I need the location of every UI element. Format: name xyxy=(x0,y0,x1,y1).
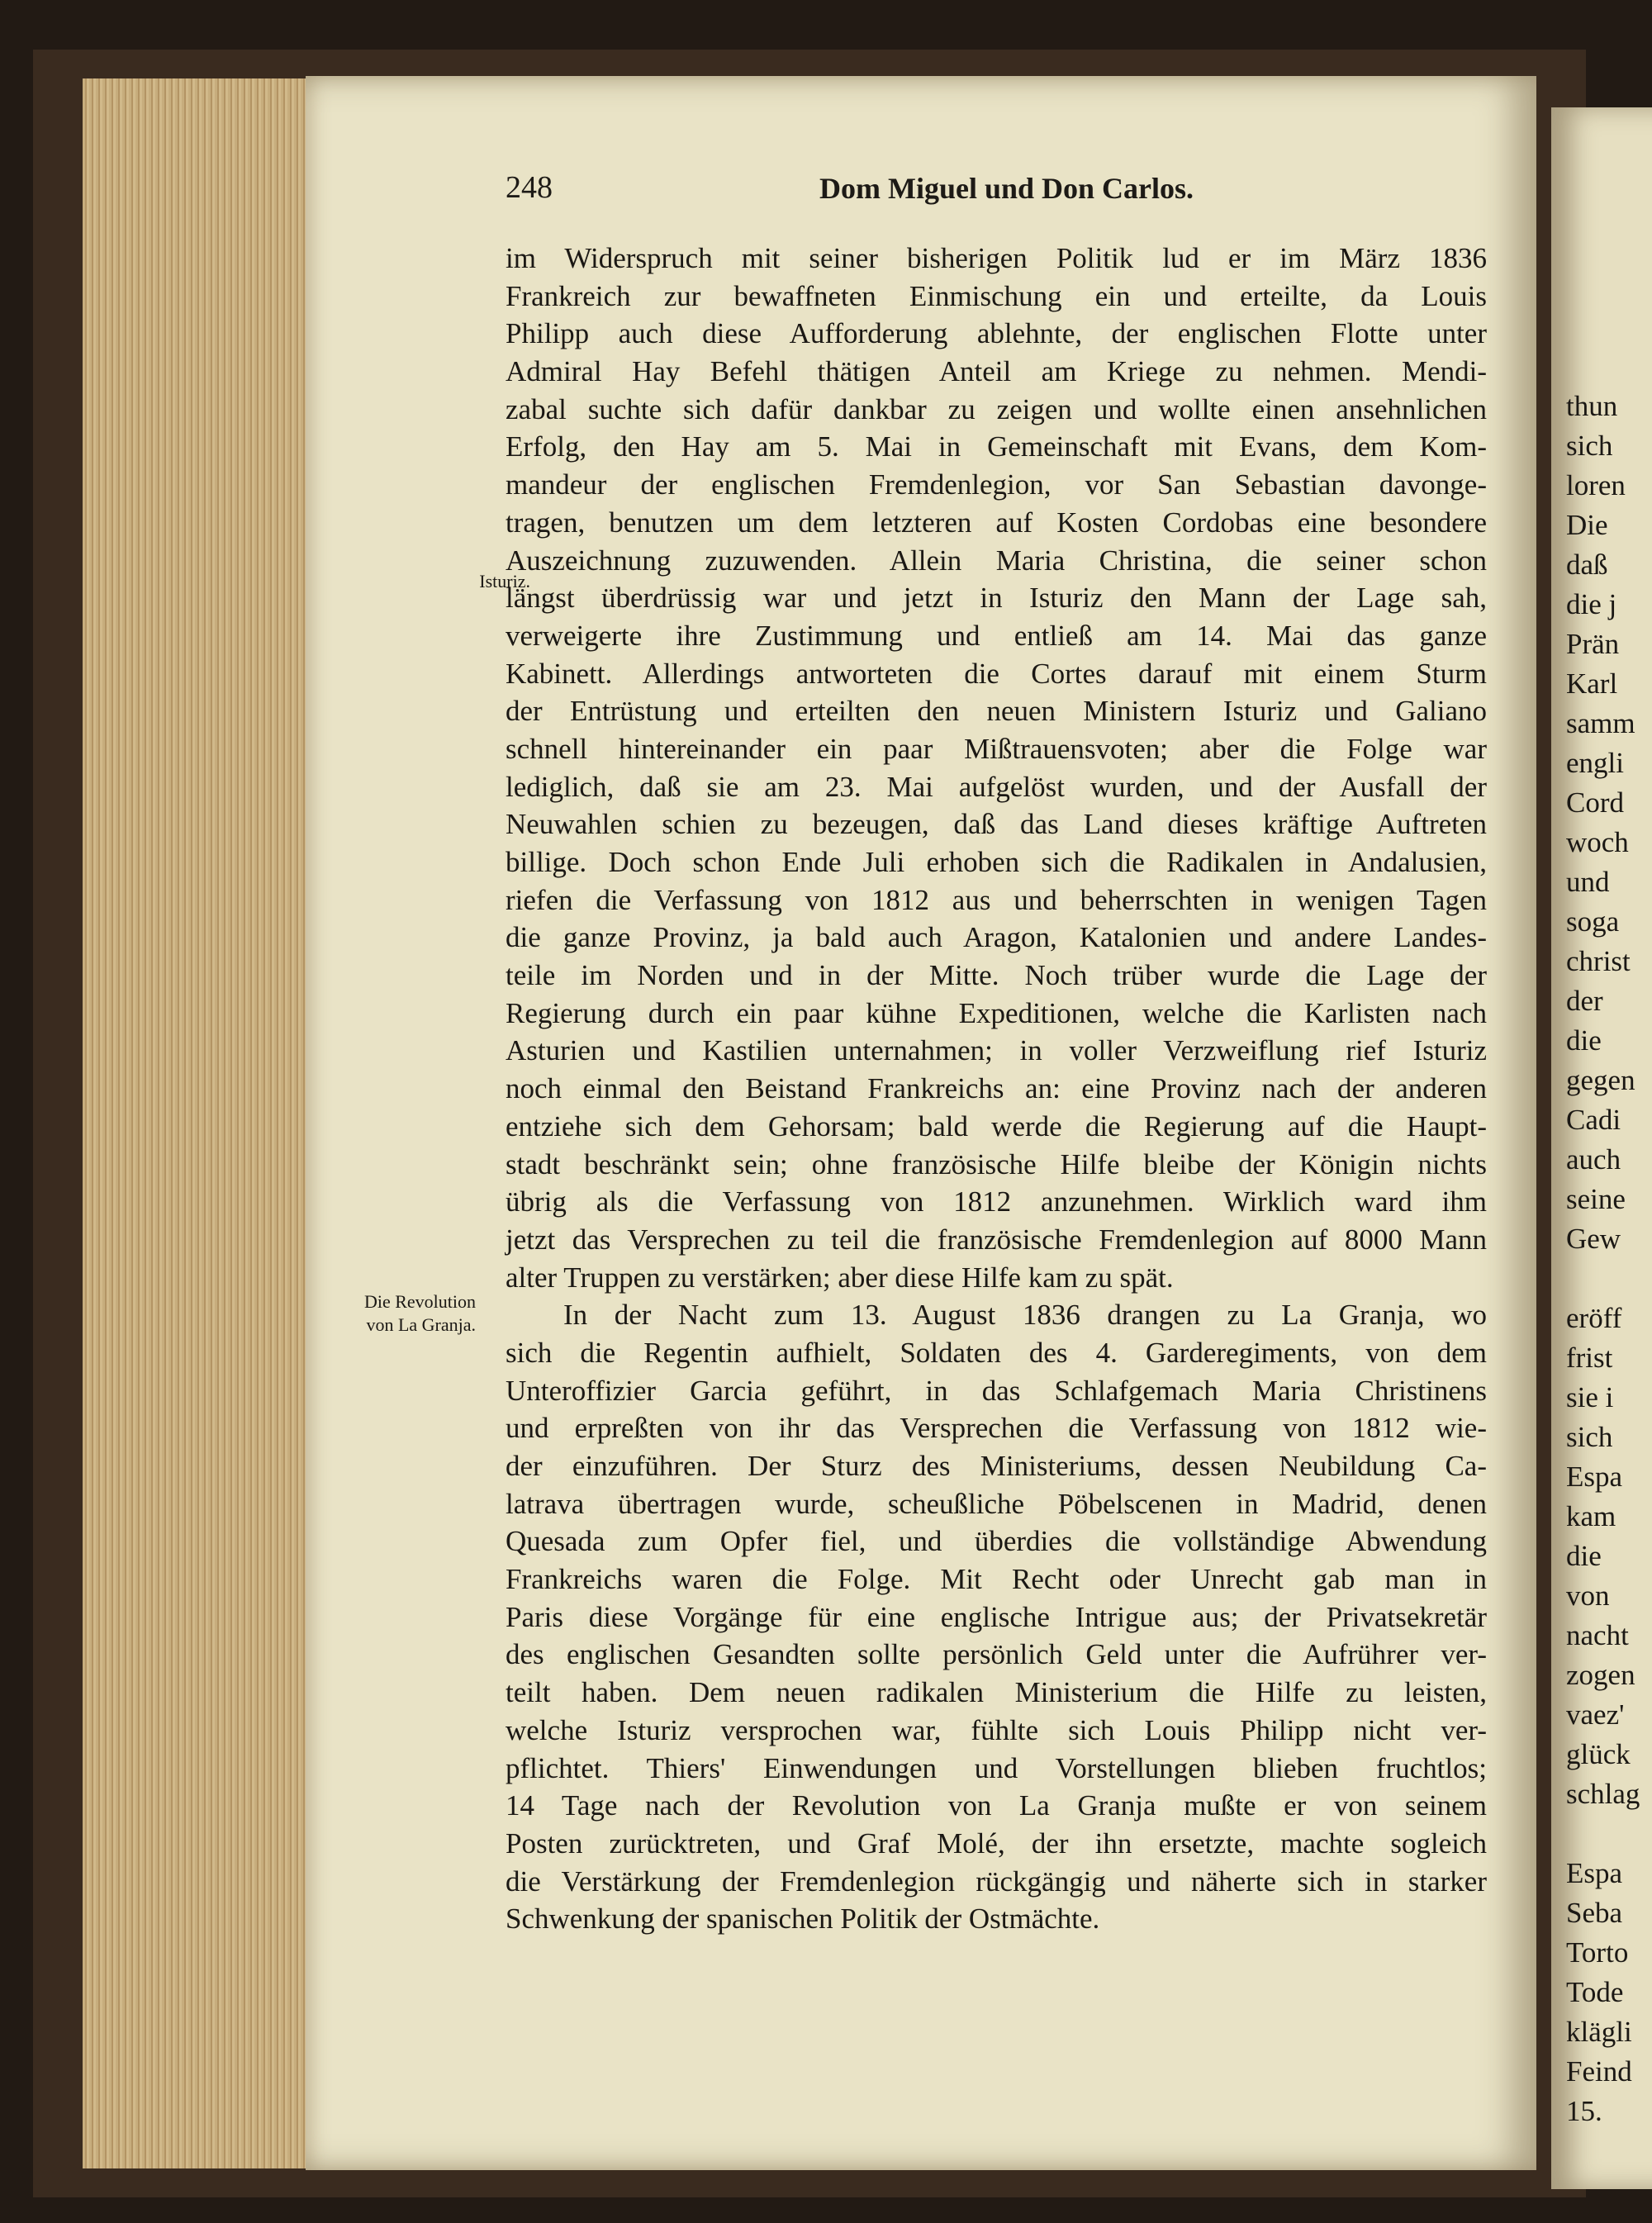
right-page-line: loren xyxy=(1566,469,1626,501)
right-page-line: 15. xyxy=(1566,2095,1602,2127)
text-line: Regierung durch ein paar kühne Expeditionen, welche die Karlisten nach xyxy=(506,996,1487,1029)
body-text xyxy=(506,240,1487,1938)
right-page-line xyxy=(1566,1814,1640,1854)
text-line: jetzt das Versprechen zu teil die französische Fremdenlegion auf 8000 Mann xyxy=(506,1223,1487,1256)
right-page-line: Gew xyxy=(1566,1223,1621,1255)
right-page-line: sie i xyxy=(1566,1381,1614,1413)
text-line: die Verstärkung der Fremdenlegion rückgängig und näherte sich in starker xyxy=(506,1864,1487,1898)
text-line: Neuwahlen schien zu bezeugen, daß das Land dieses kräftige Auftreten xyxy=(506,808,1487,841)
text-line: tragen, benutzen um dem letzteren auf Kosten Cordobas eine besondere xyxy=(506,506,1487,539)
text-line: 14 Tage nach der Revolution von La Granja mußte er von seinem xyxy=(506,1789,1487,1822)
text-line: mandeur der englischen Fremdenlegion, vor San Sebastian davonge- xyxy=(506,468,1487,501)
right-page-line: klägli xyxy=(1566,2016,1632,2048)
text-line: Auszeichnung zuzuwenden. Allein Maria Christina, die seiner schon xyxy=(506,544,1487,577)
right-page-line: die xyxy=(1566,1540,1602,1572)
text-line: verweigerte ihre Zustimmung und entließ am 14. Mai das ganze xyxy=(506,619,1487,652)
right-page-line: woch xyxy=(1566,826,1629,858)
text-line: übrig als die Verfassung von 1812 anzunehmen. Wirklich ward ihm xyxy=(506,1185,1487,1218)
right-page-line: die j xyxy=(1566,588,1617,620)
right-page-line: sich xyxy=(1566,430,1613,462)
right-page-line: gegen xyxy=(1566,1064,1635,1096)
text-line: längst überdrüssig war und jetzt in Isturiz den Mann der Lage sah, xyxy=(506,582,1487,615)
text-line: Paris diese Vorgänge für eine englische Intrigue aus; der Privatsekretär xyxy=(506,1600,1487,1633)
text-line: im Widerspruch mit seiner bisherigen Politik lud er im März 1836 xyxy=(506,242,1487,274)
text-line: Quesada zum Opfer fiel, und überdies die vollständige Abwendung xyxy=(506,1525,1487,1558)
text-line: Kabinett. Allerdings antworteten die Cortes darauf mit einem Sturm xyxy=(506,657,1487,690)
right-page-line: vaez' xyxy=(1566,1698,1625,1731)
text-line: teilt haben. Dem neuen radikalen Ministerium die Hilfe zu leisten, xyxy=(506,1676,1487,1709)
right-page-line: Cadi xyxy=(1566,1104,1621,1136)
right-page-line: von xyxy=(1566,1579,1610,1612)
right-page-line: Torto xyxy=(1566,1936,1629,1969)
right-page-line: Feind xyxy=(1566,2055,1632,2088)
right-page-line: Cord xyxy=(1566,786,1624,819)
right-page-line: die xyxy=(1566,1024,1602,1057)
text-line: riefen die Verfassung von 1812 aus und beherrschten in wenigen Tagen xyxy=(506,883,1487,916)
text-line: entziehe sich dem Gehorsam; bald werde die Regierung auf die Haupt- xyxy=(506,1109,1487,1142)
right-page-line: thun xyxy=(1566,390,1618,422)
page-stack-edge xyxy=(83,78,310,2168)
right-page-line: Tode xyxy=(1566,1976,1624,2008)
margin-note-line: Die Revolution xyxy=(363,1291,476,1312)
running-head: Dom Miguel und Don Carlos. xyxy=(819,172,1194,205)
text-line: pflichtet. Thiers' Einwendungen und Vorstellungen blieben fruchtlos; xyxy=(506,1751,1487,1784)
text-line: zabal suchte sich dafür dankbar zu zeigen und wollte einen ansehnlichen xyxy=(506,392,1487,425)
text-line: welche Isturiz versprochen war, fühlte sich Louis Philipp nicht ver- xyxy=(506,1713,1487,1746)
text-line: Asturien und Kastilien unternahmen; in voller Verzweiflung rief Isturiz xyxy=(506,1034,1487,1067)
text-line: Frankreichs waren die Folge. Mit Recht oder Unrecht gab man in xyxy=(506,1563,1487,1596)
text-line: der Entrüstung und erteilten den neuen Ministern Isturiz und Galiano xyxy=(506,695,1487,728)
text-line: die ganze Provinz, ja bald auch Aragon, Katalonien und andere Landes- xyxy=(506,921,1487,954)
text-line: und erpreßten von ihr das Versprechen die Verfassung von 1812 wie- xyxy=(506,1412,1487,1445)
right-page-line: nacht xyxy=(1566,1619,1629,1651)
right-page-line xyxy=(1566,1259,1640,1299)
right-page-line: zogen xyxy=(1566,1659,1635,1691)
text-line: Frankreich zur bewaffneten Einmischung ein und erteilte, da Louis xyxy=(506,279,1487,312)
page-header xyxy=(506,169,1488,211)
margin-note-revolution xyxy=(322,1290,476,1337)
text-line: sich die Regentin aufhielt, Soldaten des 4. Garderegiments, von dem xyxy=(506,1336,1487,1369)
text-line: Admiral Hay Befehl thätigen Anteil am Kriege zu nehmen. Mendi- xyxy=(506,355,1487,388)
text-line: alter Truppen zu verstärken; aber diese Hilfe kam zu spät. xyxy=(506,1261,1174,1294)
text-line: Philipp auch diese Aufforderung ablehnte, der englischen Flotte unter xyxy=(506,317,1487,350)
text-line: Schwenkung der spanischen Politik der Ostmächte. xyxy=(506,1902,1100,1936)
right-page-line: christ xyxy=(1566,945,1631,977)
text-line: billige. Doch schon Ende Juli erhoben sich die Radikalen in Andalusien, xyxy=(506,846,1487,878)
text-line: In der Nacht zum 13. August 1836 drangen zu La Granja, wo xyxy=(563,1299,1487,1332)
text-line: teile im Norden und in der Mitte. Noch trüber wurde die Lage der xyxy=(506,959,1487,992)
text-line: Posten zurücktreten, und Graf Molé, der ihn ersetzte, machte sogleich xyxy=(506,1826,1487,1860)
right-page-line: Seba xyxy=(1566,1897,1623,1929)
right-page-line: samm xyxy=(1566,707,1635,739)
right-page-line: seine xyxy=(1566,1183,1626,1215)
right-page-line: Die xyxy=(1566,509,1608,541)
right-page-line: glück xyxy=(1566,1738,1631,1770)
text-line: der einzuführen. Der Sturz des Ministeriums, dessen Neubildung Ca- xyxy=(506,1450,1487,1482)
right-page-line: frist xyxy=(1566,1342,1613,1374)
right-page-line: engli xyxy=(1566,747,1624,779)
right-page-line: auch xyxy=(1566,1143,1621,1176)
right-page-line: und xyxy=(1566,866,1610,898)
right-page-line: soga xyxy=(1566,905,1620,938)
right-page-line: Prän xyxy=(1566,628,1620,660)
text-line: Erfolg, den Hay am 5. Mai in Gemeinschaft mit Evans, dem Kom- xyxy=(506,430,1487,463)
page-number: 248 xyxy=(506,170,553,205)
right-page xyxy=(1551,107,1652,2189)
text-line: Unteroffizier Garcia geführt, in das Schlafgemach Maria Christinens xyxy=(506,1374,1487,1407)
text-line: stadt beschränkt sein; ohne französische Hilfe bleibe der Königin nichts xyxy=(506,1147,1487,1180)
right-page-text xyxy=(1566,387,1640,2131)
right-page-line: Karl xyxy=(1566,667,1618,700)
right-page-line: der xyxy=(1566,985,1603,1017)
right-page-line: sich xyxy=(1566,1421,1613,1453)
text-line: noch einmal den Beistand Frankreichs an: eine Provinz nach der anderen xyxy=(506,1072,1487,1105)
margin-note-line: von La Granja. xyxy=(366,1314,476,1335)
right-page-line: Espa xyxy=(1566,1461,1623,1493)
text-line: lediglich, daß sie am 23. Mai aufgelöst wurden, und der Ausfall der xyxy=(506,770,1487,803)
margin-note-text: Isturiz. xyxy=(479,571,530,591)
right-page-line: Espa xyxy=(1566,1857,1623,1889)
right-page-line: daß xyxy=(1566,549,1608,581)
text-line: schnell hintereinander ein paar Mißtrauensvoten; aber die Folge war xyxy=(506,732,1487,765)
right-page-line: eröff xyxy=(1566,1302,1622,1334)
text-line: latrava übertragen wurde, scheußliche Pöbelscenen in Madrid, denen xyxy=(506,1487,1487,1520)
right-page-line: schlag xyxy=(1566,1778,1640,1810)
right-page-line: kam xyxy=(1566,1500,1616,1532)
text-line: des englischen Gesandten sollte persönlich Geld unter die Aufrührer ver- xyxy=(506,1638,1487,1671)
